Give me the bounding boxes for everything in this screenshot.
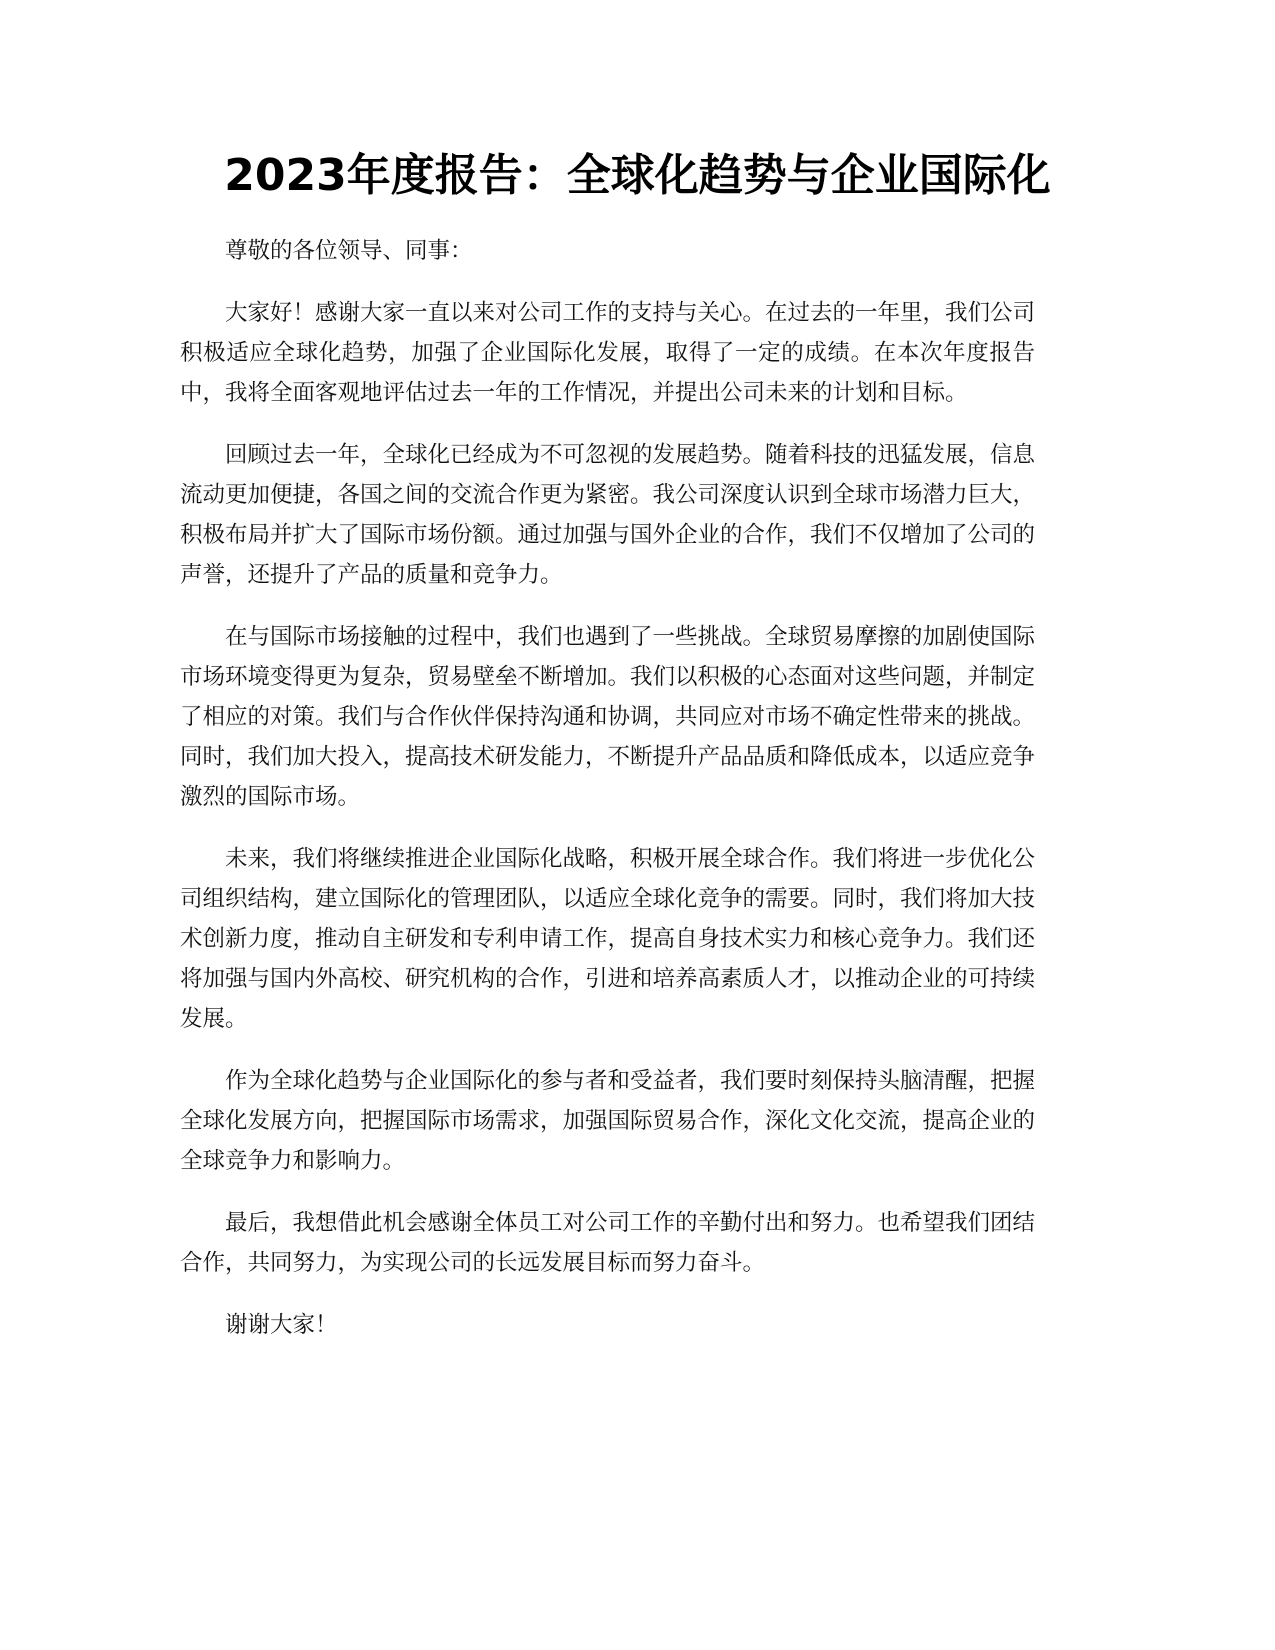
body-paragraph: 在与国际市场接触的过程中，我们也遇到了一些挑战。全球贸易摩擦的加剧使国际市场环境变得更为复杂，贸易壁垒不断增加。我们以积极的心态面对这些问题，并制定了相应的对策。我们与合作伙伴保持沟通和协调，共同应对市场不确定性带来的挑战。同时，我们加大投入，提高技术研发能力，不断提升产品品质和降低成本，以适应竞争激烈的国际市场。: [180, 624, 1036, 810]
body-paragraph: 大家好！感谢大家一直以来对公司工作的支持与关心。在过去的一年里，我们公司积极适应全球化趋势，加强了企业国际化发展，取得了一定的成绩。在本次年度报告中，我将全面客观地评估过去一年的工作情况，并提出公司未来的计划和目标。: [180, 300, 1036, 406]
body-paragraph: 作为全球化趋势与企业国际化的参与者和受益者，我们要时刻保持头脑清醒，把握全球化发展方向，把握国际市场需求，加强国际贸易合作，深化文化交流，提高企业的全球竞争力和影响力。: [180, 1068, 1036, 1174]
body-paragraph: 最后，我想借此机会感谢全体员工对公司工作的辛勤付出和努力。也希望我们团结合作，共同努力，为实现公司的长远发展目标而努力奋斗。: [180, 1210, 1036, 1276]
document-title: 2023年度报告：全球化趋势与企业国际化: [224, 150, 1051, 201]
body-paragraph: 未来，我们将继续推进企业国际化战略，积极开展全球合作。我们将进一步优化公司组织结构，建立国际化的管理团队，以适应全球化竞争的需要。同时，我们将加大技术创新力度，推动自主研发和专利申请工作，提高自身技术实力和核心竞争力。我们还将加强与国内外高校、研究机构的合作，引进和培养高素质人才，以推动企业的可持续发展。: [180, 846, 1036, 1032]
body-paragraph: 回顾过去一年，全球化已经成为不可忽视的发展趋势。随着科技的迅猛发展，信息流动更加便捷，各国之间的交流合作更为紧密。我公司深度认识到全球市场潜力巨大，积极布局并扩大了国际市场份额。通过加强与国外企业的合作，我们不仅增加了公司的声誉，还提升了产品的质量和竞争力。: [180, 442, 1036, 588]
salutation-paragraph: 尊敬的各位领导、同事：: [225, 238, 473, 264]
closing-paragraph: 谢谢大家！: [225, 1312, 338, 1338]
document-body: [180, 231, 1035, 1367]
